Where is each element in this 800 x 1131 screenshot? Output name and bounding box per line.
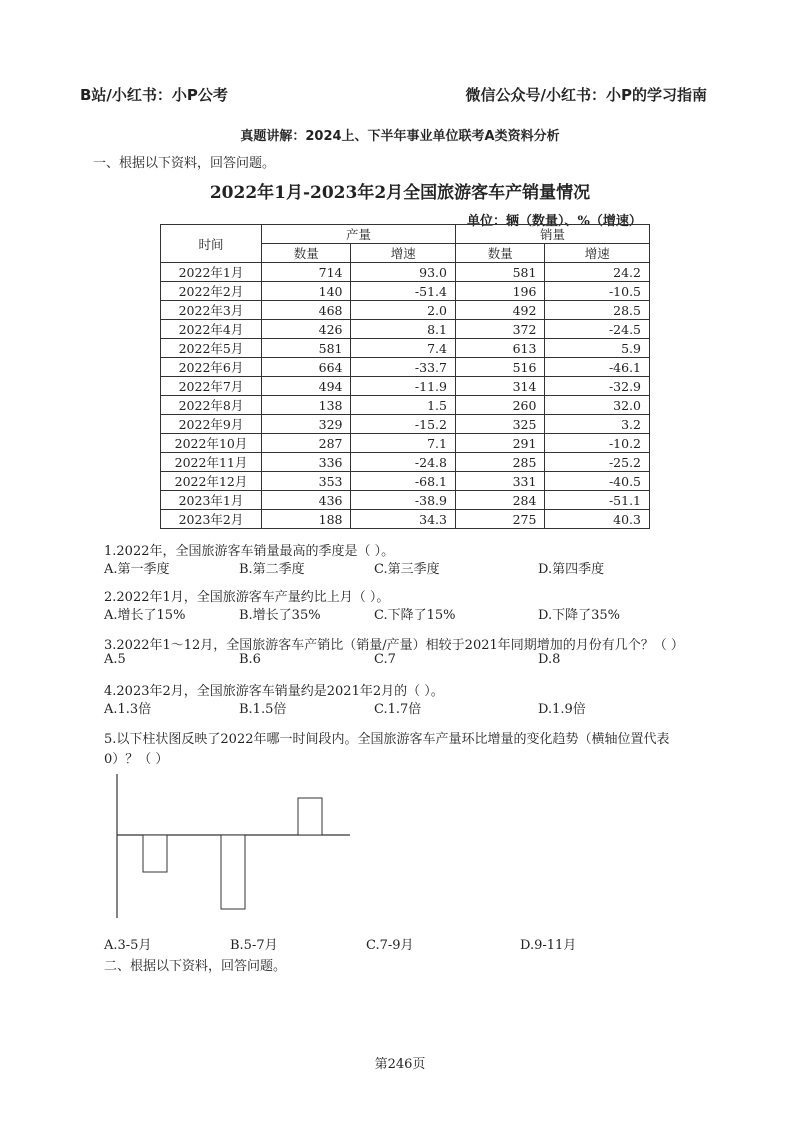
- table-row: [161, 263, 650, 282]
- table-row: [161, 377, 650, 396]
- table-row: [161, 434, 650, 453]
- cell-sales-growth: -40.5: [545, 472, 650, 491]
- cell-sales-growth: -24.5: [545, 320, 650, 339]
- q4-option-b: B.1.5倍: [239, 702, 287, 717]
- cell-prod-qty: 140: [262, 282, 351, 301]
- cell-sales-growth: 3.2: [545, 415, 650, 434]
- sales-qty-header: 数量: [455, 244, 544, 263]
- cell-prod-qty: 188: [262, 510, 351, 529]
- cell-prod-qty: 664: [262, 358, 351, 377]
- cell-time: 2023年2月: [161, 510, 262, 529]
- chart-bar-2: [221, 835, 245, 909]
- q5-option-d: D.9-11月: [520, 938, 577, 953]
- cell-prod-growth: -68.1: [351, 472, 456, 491]
- cell-time: 2022年1月: [161, 263, 262, 282]
- table-row: [161, 415, 650, 434]
- table-row: [161, 491, 650, 510]
- question-1: 1.2022年，全国旅游客车销量最高的季度是（ ）。: [104, 544, 395, 559]
- cell-sales-qty: 314: [455, 377, 544, 396]
- section1-intro: 一、根据以下资料，回答问题。: [93, 156, 276, 171]
- cell-time: 2022年6月: [161, 358, 262, 377]
- cell-prod-growth: 2.0: [351, 301, 456, 320]
- question-5-line1: 5.以下柱状图反映了2022年哪一时间段内。全国旅游客车产量环比增量的变化趋势（横轴位置代表: [104, 732, 670, 747]
- cell-prod-qty: 329: [262, 415, 351, 434]
- unit-note: 单位：辆（数量）、%（增速）: [467, 214, 642, 229]
- cell-prod-qty: 353: [262, 472, 351, 491]
- cell-prod-growth: 34.3: [351, 510, 456, 529]
- cell-time: 2022年5月: [161, 339, 262, 358]
- section2-intro: 二、根据以下资料，回答问题。: [104, 959, 287, 974]
- q2-option-c: C.下降了15%: [374, 608, 456, 623]
- sales-growth-header: 增速: [545, 244, 650, 263]
- cell-prod-growth: -33.7: [351, 358, 456, 377]
- cell-sales-qty: 260: [455, 396, 544, 415]
- cell-sales-qty: 285: [455, 453, 544, 472]
- data-table: [160, 224, 650, 529]
- table-row: [161, 453, 650, 472]
- cell-sales-growth: -51.1: [545, 491, 650, 510]
- cell-sales-qty: 581: [455, 263, 544, 282]
- cell-time: 2022年2月: [161, 282, 262, 301]
- cell-prod-growth: -38.9: [351, 491, 456, 510]
- q4-option-d: D.1.9倍: [538, 702, 586, 717]
- cell-prod-growth: 1.5: [351, 396, 456, 415]
- prod-growth-header: 增速: [351, 244, 456, 263]
- cell-sales-growth: 32.0: [545, 396, 650, 415]
- cell-time: 2022年12月: [161, 472, 262, 491]
- q1-option-a: A.第一季度: [104, 562, 170, 577]
- chart-bar-1: [143, 835, 167, 872]
- q4-option-a: A.1.3倍: [104, 702, 152, 717]
- cell-prod-growth: -51.4: [351, 282, 456, 301]
- q1-option-b: B.第二季度: [239, 562, 305, 577]
- prod-qty-header: 数量: [262, 244, 351, 263]
- cell-prod-growth: -15.2: [351, 415, 456, 434]
- cell-sales-qty: 516: [455, 358, 544, 377]
- cell-prod-qty: 714: [262, 263, 351, 282]
- page-number: 第246页: [374, 1057, 426, 1072]
- question-2: 2.2022年1月，全国旅游客车产量约比上月（ ）。: [104, 590, 390, 605]
- cell-prod-qty: 494: [262, 377, 351, 396]
- cell-sales-qty: 275: [455, 510, 544, 529]
- cell-time: 2022年7月: [161, 377, 262, 396]
- table-row: [161, 472, 650, 491]
- table-row: [161, 396, 650, 415]
- table-row: [161, 320, 650, 339]
- cell-sales-growth: 40.3: [545, 510, 650, 529]
- cell-sales-qty: 331: [455, 472, 544, 491]
- cell-prod-growth: 7.1: [351, 434, 456, 453]
- table-row: [161, 358, 650, 377]
- cell-time: 2022年8月: [161, 396, 262, 415]
- cell-sales-growth: -10.2: [545, 434, 650, 453]
- cell-prod-growth: 93.0: [351, 263, 456, 282]
- cell-sales-growth: -46.1: [545, 358, 650, 377]
- sales-header: 销量: [455, 225, 649, 244]
- cell-prod-qty: 436: [262, 491, 351, 510]
- table-row: [161, 339, 650, 358]
- cell-sales-qty: 291: [455, 434, 544, 453]
- cell-prod-growth: 7.4: [351, 339, 456, 358]
- cell-prod-growth: -24.8: [351, 453, 456, 472]
- cell-time: 2022年3月: [161, 301, 262, 320]
- q3-option-c: C.7: [374, 652, 396, 667]
- q2-option-d: D.下降了35%: [538, 608, 620, 623]
- cell-sales-qty: 284: [455, 491, 544, 510]
- question-5-line2: 0）？（ ）: [104, 752, 169, 767]
- q4-option-c: C.1.7倍: [374, 702, 422, 717]
- cell-time: 2023年1月: [161, 491, 262, 510]
- cell-sales-qty: 325: [455, 415, 544, 434]
- q1-option-d: D.第四季度: [538, 562, 605, 577]
- page-subtitle: 真题讲解：2024上、下半年事业单位联考A类资料分析: [240, 129, 560, 144]
- production-header: 产量: [262, 225, 456, 244]
- q2-option-b: B.增长了35%: [239, 608, 321, 623]
- cell-sales-qty: 613: [455, 339, 544, 358]
- table-row: [161, 301, 650, 320]
- cell-prod-qty: 468: [262, 301, 351, 320]
- q3-option-d: D.8: [538, 652, 561, 667]
- header-left: B站/小红书：小P公考: [80, 86, 228, 104]
- cell-prod-growth: 8.1: [351, 320, 456, 339]
- cell-sales-growth: 5.9: [545, 339, 650, 358]
- cell-time: 2022年10月: [161, 434, 262, 453]
- q2-option-a: A.增长了15%: [104, 608, 186, 623]
- header-right: 微信公众号/小红书：小P的学习指南: [465, 86, 707, 104]
- question-4: 4.2023年2月，全国旅游客车销量约是2021年2月的（ ）。: [104, 684, 444, 699]
- cell-sales-growth: -25.2: [545, 453, 650, 472]
- q5-option-b: B.5-7月: [230, 938, 278, 953]
- table-title: 2022年1月-2023年2月全国旅游客车产销量情况: [209, 183, 591, 203]
- cell-prod-qty: 138: [262, 396, 351, 415]
- cell-prod-qty: 287: [262, 434, 351, 453]
- table-row: [161, 282, 650, 301]
- question-3: 3.2022年1～12月，全国旅游客车产销比（销量/产量）相较于2021年同期增加的月份有几个？（ ）: [104, 638, 684, 653]
- col-time-header: 时间: [161, 225, 262, 263]
- cell-sales-growth: 28.5: [545, 301, 650, 320]
- cell-prod-growth: -11.9: [351, 377, 456, 396]
- cell-prod-qty: 336: [262, 453, 351, 472]
- q3-option-b: B.6: [239, 652, 261, 667]
- cell-prod-qty: 426: [262, 320, 351, 339]
- cell-time: 2022年4月: [161, 320, 262, 339]
- cell-sales-qty: 372: [455, 320, 544, 339]
- cell-sales-growth: -32.9: [545, 377, 650, 396]
- q3-option-a: A.5: [104, 652, 126, 667]
- bar-chart: [100, 770, 360, 925]
- cell-sales-qty: 492: [455, 301, 544, 320]
- q1-option-c: C.第三季度: [374, 562, 440, 577]
- q5-option-a: A.3-5月: [104, 938, 152, 953]
- cell-sales-growth: 24.2: [545, 263, 650, 282]
- chart-bar-3: [298, 798, 322, 835]
- cell-time: 2022年11月: [161, 453, 262, 472]
- q5-option-c: C.7-9月: [366, 938, 414, 953]
- cell-sales-growth: -10.5: [545, 282, 650, 301]
- cell-time: 2022年9月: [161, 415, 262, 434]
- cell-sales-qty: 196: [455, 282, 544, 301]
- table-row: [161, 510, 650, 529]
- cell-prod-qty: 581: [262, 339, 351, 358]
